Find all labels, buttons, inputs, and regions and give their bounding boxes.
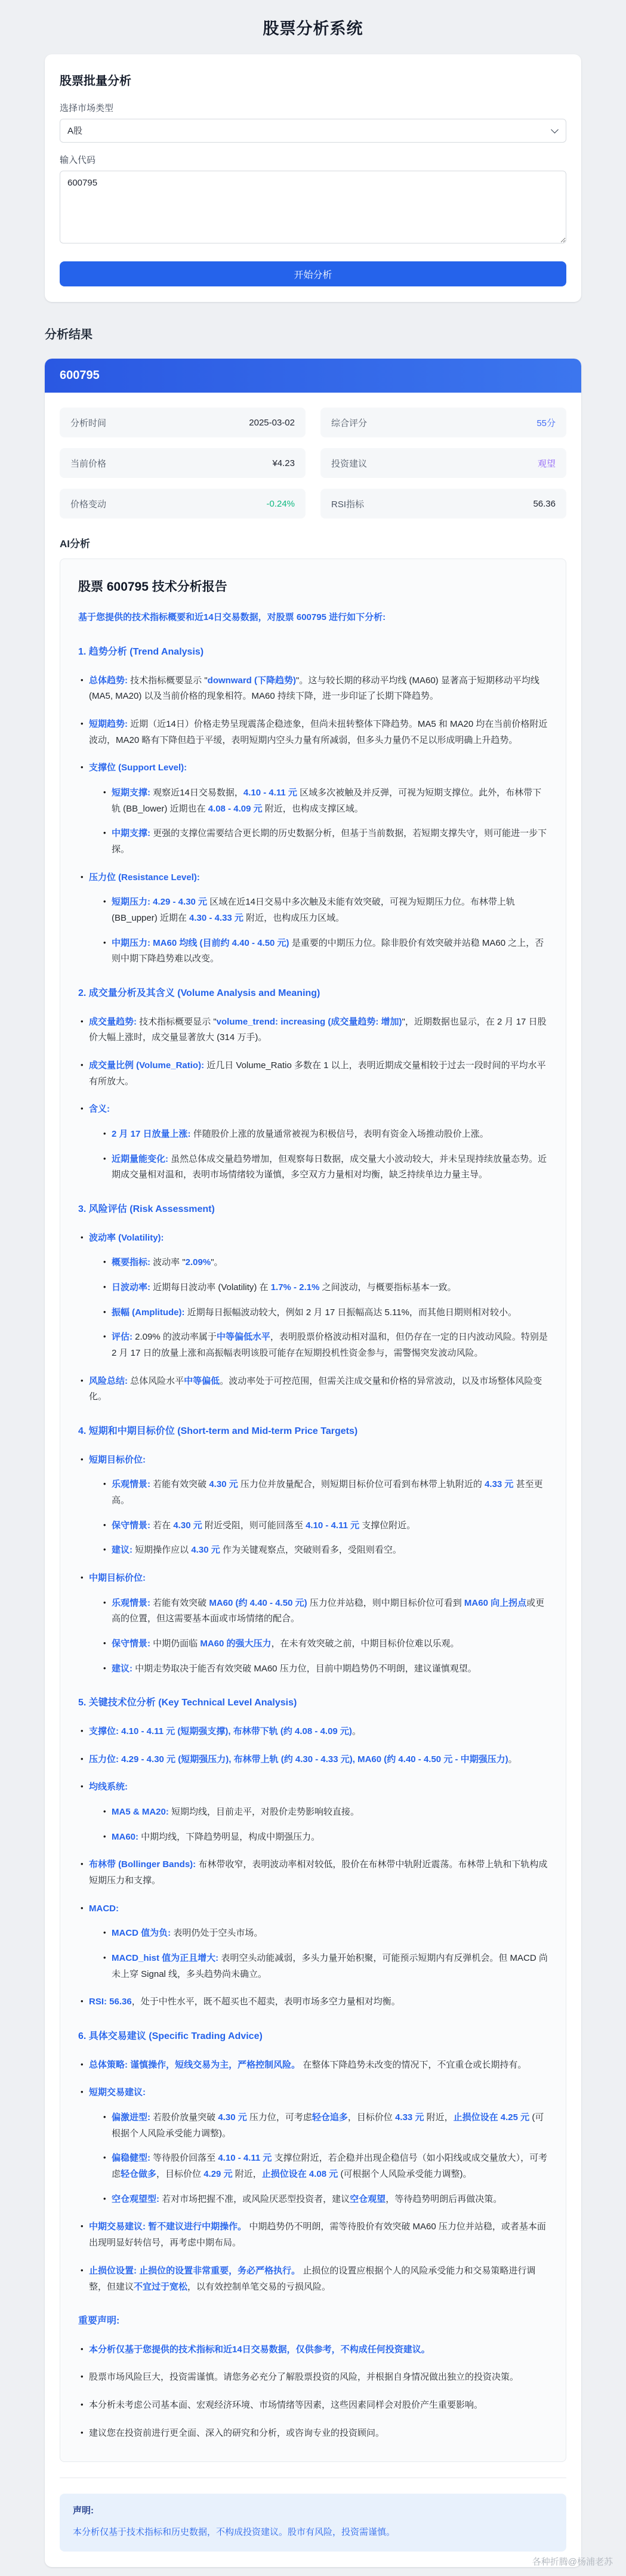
disclaimer-box xyxy=(60,2494,566,2552)
report-list-item: • 振幅 (Amplitude): 近期每日振幅波动较大，例如 2 月 17 日振幅高达 5.11%，而其他日期则相对较小。 xyxy=(102,1305,548,1321)
report-list-item: • 成交量比例 (Volume_Ratio): 近几日 Volume_Ratio 多数在 1 以上，表明近期成交量相较于过去一段时间的平均水平有所放大。 xyxy=(79,1058,548,1090)
disclaimer-label: 声明: xyxy=(73,2506,94,2516)
bullet-icon: • xyxy=(81,1060,84,1070)
report-list-item: • 中期交易建议: 暂不建议进行中期操作。 中期趋势仍不明朗，需等待股价有效突破 MA60 压力位并站稳，或者基本面出现明显好转信号，再考虑中期布局。 xyxy=(79,2219,548,2251)
bullet-icon: • xyxy=(81,2427,84,2437)
stat-value: -0.24% xyxy=(266,498,295,509)
report-list-item: • 支撑位: 4.10 - 4.11 元 (短期强支撑), 布林带下轨 (约 4.08 - 4.09 元)。 xyxy=(79,1724,548,1740)
report-list-item: • 成交量趋势: 技术指标概要显示 "volume_trend: increasing (成交量趋势: 增加)"，近期数据也显示，在 2 月 17 日股价大幅上涨时，成交量显著放大 (314 万手)。 xyxy=(79,1014,548,1046)
stat-label: 当前价格 xyxy=(70,458,107,469)
bullet-icon: • xyxy=(103,1953,106,1963)
stat-value: ¥4.23 xyxy=(272,458,295,468)
bullet-icon: • xyxy=(81,872,84,881)
bullet-icon: • xyxy=(81,1859,84,1869)
report-list-item: • 偏稳健型: 等待股价回落至 4.10 - 4.11 元 支撑位附近，若企稳并出现企稳信号（如小阳线或成交量放大），可考虑轻仓做多，目标价位 4.29 元 附近，止损位设在 4.08 元 (可根据个人风险承受能力调整)。 xyxy=(102,2151,548,2182)
bullet-icon: • xyxy=(81,1016,84,1026)
stat-value: 56.36 xyxy=(533,498,556,509)
report-list-item: • 总体趋势: 技术指标概要显示 "downward (下降趋势)"。这与较长期的移动平均线 (MA60) 显著高于短期移动平均线 (MA5, MA20) 以及当前价格的现象相符。MA60 持续下降，进一步印证了长期下降趋势。 xyxy=(79,673,548,705)
results-section-title: 分析结果 xyxy=(45,328,92,341)
stat-value: 55分 xyxy=(536,418,556,428)
bullet-icon: • xyxy=(81,1903,84,1912)
report-list-item: • 乐观情景: 若能有效突破 MA60 (约 4.40 - 4.50 元) 压力位并站稳，则中期目标价位可看到 MA60 向上拐点或更高的位置，但这需要基本面或市场情绪的配合。 xyxy=(102,1596,548,1627)
report-list-item: • 评估: 2.09% 的波动率属于中等偏低水平，表明股票价格波动相对温和，但仍存在一定的日内波动风险。特别是 2 月 17 日的放量上涨和高振幅表明该股可能存在短期投机性资金参与，需警惕突发波动风险。 xyxy=(102,1329,548,1361)
stat-box xyxy=(320,448,566,478)
report-list-item: • 近期量能变化: 虽然总体成交量趋势增加，但观察每日数据，成交量大小波动较大，并未呈现持续放量态势。近期成交量相对温和，表明市场情绪较为谨慎，多空双方力量相对均衡，缺乏持续单边力量主导。 xyxy=(102,1152,548,1183)
report-list-item: • 短期支撑: 观察近14日交易数据，4.10 - 4.11 元 区域多次被触及并反弹，可视为短期支撑位。此外，布林带下轨 (BB_lower) 近期也在 4.08 - 4.09 元 附近，也构成支撑区域。 xyxy=(102,785,548,817)
report-section-heading: 1. 趋势分析 (Trend Analysis) xyxy=(78,647,204,658)
bullet-icon: • xyxy=(103,2112,106,2122)
report-list-item: • 乐观情景: 若能有效突破 4.30 元 压力位并放量配合，则短期目标价位可看到布林带上轨附近的 4.33 元 甚至更高。 xyxy=(102,1477,548,1508)
report-list-item: • 保守情景: 若在 4.30 元 附近受阻，则可能回落至 4.10 - 4.11 元 支撑位附近。 xyxy=(102,1518,548,1534)
report-list-item: • 短期交易建议: xyxy=(79,2085,548,2101)
report-list-item: • 短期压力: 4.29 - 4.30 元 区域在近14日交易中多次触及未能有效突破，可视为短期压力位。布林带上轨 (BB_upper) 近期在 4.30 - 4.33 元 附近，也构成压力区域。 xyxy=(102,894,548,926)
report-list-item: • 风险总结: 总体风险水平中等偏低。波动率处于可控范围，但需关注成交量和价格的异常波动，以及市场整体风险变化。 xyxy=(79,1374,548,1405)
report-list-item: • 日波动率: 近期每日波动率 (Volatility) 在 1.7% - 2.1% 之间波动，与概要指标基本一致。 xyxy=(102,1280,548,1296)
report-list-item: • 空仓观望型: 若对市场把握不准，或风险厌恶型投资者，建议空仓观望，等待趋势明朗后再做决策。 xyxy=(102,2192,548,2208)
bullet-icon: • xyxy=(103,1129,106,1139)
stat-label: 综合评分 xyxy=(331,418,368,428)
bullet-icon: • xyxy=(103,1806,106,1816)
bullet-icon: • xyxy=(103,1928,106,1938)
report-list-item: • 总体策略: 谨慎操作，短线交易为主，严格控制风险。 在整体下降趋势未改变的情况下，不宜重仓或长期持有。 xyxy=(79,2057,548,2074)
ai-report-box xyxy=(60,559,566,2462)
bullet-icon: • xyxy=(103,1545,106,1554)
market-select-wrap xyxy=(60,119,566,143)
report-list-item: • 2 月 17 日放量上涨: 伴随股价上涨的放量通常被视为积极信号，表明有资金入场推动股价上涨。 xyxy=(102,1127,548,1143)
report-list-item: • 均线系统: xyxy=(79,1779,548,1796)
bullet-icon: • xyxy=(81,763,84,772)
bullet-icon: • xyxy=(81,2265,84,2275)
report-list-item: • 偏激进型: 若股价放量突破 4.30 元 压力位，可考虑轻仓追多，目标价位 4.33 元 附近，止损位设在 4.25 元 (可根据个人风险承受能力调整)。 xyxy=(102,2110,548,2142)
report-list-item: • 概要指标: 波动率 "2.09%"。 xyxy=(102,1255,548,1271)
stat-label: 投资建议 xyxy=(331,458,368,469)
report-list-item: • 中期支撑: 更强的支撑位需要结合更长期的历史数据分析，但基于当前数据，若短期支撑失守，则可能进一步下探。 xyxy=(102,826,548,857)
report-list-item: • 中期目标价位: xyxy=(79,1571,548,1587)
market-select[interactable] xyxy=(60,119,566,143)
bullet-icon: • xyxy=(103,787,106,797)
stat-value: 2025-03-02 xyxy=(249,417,295,428)
page-title: 股票分析系统 xyxy=(263,20,363,38)
bullet-icon: • xyxy=(81,1104,84,1113)
report-lead: 基于您提供的技术指标概要和近14日交易数据，对股票 600795 进行如下分析: xyxy=(78,612,386,623)
report-title: 股票 600795 技术分析报告 xyxy=(78,580,227,594)
main-container xyxy=(45,54,581,2567)
bullet-icon: • xyxy=(81,718,84,728)
report-list-item: • 建议: 中期走势取决于能否有效突破 MA60 压力位，目前中期趋势仍不明朗，建议谨慎观望。 xyxy=(102,1661,548,1677)
report-list-item: • 短期目标价位: xyxy=(79,1452,548,1469)
report-list-item: • MACD 值为负: 表明仍处于空头市场。 xyxy=(102,1926,548,1942)
batch-analysis-card xyxy=(45,54,581,302)
bullet-icon: • xyxy=(81,1726,84,1735)
report-list-item: • 压力位: 4.29 - 4.30 元 (短期强压力), 布林带上轨 (约 4.30 - 4.33 元), MA60 (约 4.40 - 4.50 元 - 中期强压力)。 xyxy=(79,1752,548,1768)
stat-label: 分析时间 xyxy=(70,418,107,428)
report-section-heading: 4. 短期和中期目标价位 (Short-term and Mid-term Price Targets) xyxy=(78,1426,358,1437)
report-list-item: • 布林带 (Bollinger Bands): 布林带收窄，表明波动率相对较低，股价在布林带中轨附近震荡。布林带上轨和下轨构成短期压力和支撑。 xyxy=(79,1857,548,1889)
market-type-label: 选择市场类型 xyxy=(60,103,114,113)
bullet-icon: • xyxy=(103,1153,106,1163)
bullet-icon: • xyxy=(81,1997,84,2006)
batch-analysis-heading: 股票批量分析 xyxy=(60,75,131,88)
bullet-icon: • xyxy=(81,1232,84,1242)
report-list-item: • 止损位设置: 止损位的设置非常重要，务必严格执行。 止损位的设置应根据个人的风险承受能力和交易策略进行调整，但建议不宜过于宽松，以有效控制单笔交易的亏损风险。 xyxy=(79,2263,548,2295)
stat-box xyxy=(60,448,306,478)
report-list-item: • 建议您在投资前进行更全面、深入的研究和分析，或咨询专业的投资顾问。 xyxy=(79,2426,548,2442)
report-list-item: • MA5 & MA20: 短期均线，目前走平，对股价走势影响较直接。 xyxy=(102,1804,548,1821)
stat-box xyxy=(320,489,566,519)
report-section-heading: 3. 风险评估 (Risk Assessment) xyxy=(78,1204,215,1215)
bullet-icon: • xyxy=(103,1520,106,1529)
bullet-icon: • xyxy=(103,1663,106,1673)
bullet-icon: • xyxy=(103,1479,106,1489)
bullet-icon: • xyxy=(103,1332,106,1341)
bullet-icon: • xyxy=(81,2400,84,2410)
bullet-icon: • xyxy=(81,1454,84,1464)
stats-grid xyxy=(45,393,581,519)
bullet-icon: • xyxy=(103,1831,106,1841)
report-list-item: • 本分析仅基于您提供的技术指标和近14日交易数据，仅供参考，不构成任何投资建议。 xyxy=(79,2342,548,2358)
bullet-icon: • xyxy=(81,675,84,684)
bullet-icon: • xyxy=(103,1282,106,1291)
bullet-icon: • xyxy=(103,1307,106,1316)
report-section-heading: 重要声明: xyxy=(78,2316,120,2327)
report-list-item: • 保守情景: 中期仍面临 MA60 的强大压力，在未有效突破之前，中期目标价位难以乐观。 xyxy=(102,1636,548,1652)
bullet-icon: • xyxy=(81,1375,84,1385)
bullet-icon: • xyxy=(81,2222,84,2231)
result-card xyxy=(45,359,581,2567)
bullet-icon: • xyxy=(103,828,106,838)
report-list-item: • 短期趋势: 近期（近14日）价格走势呈现震荡企稳迹象，但尚未扭转整体下降趋势。MA5 和 MA20 均在当前价格附近波动，MA20 略有下降但趋于平缓，表明短期内空头力量有所减弱，但多头力量仍不足以形成明确上升趋势。 xyxy=(79,717,548,748)
report-list-item: • 本分析未考虑公司基本面、宏观经济环境、市场情绪等因素，这些因素同样会对股价产生重要影响。 xyxy=(79,2398,548,2414)
bullet-icon: • xyxy=(81,1754,84,1763)
bullet-icon: • xyxy=(81,2087,84,2097)
bullet-icon: • xyxy=(81,2372,84,2381)
bullet-icon: • xyxy=(103,937,106,947)
bullet-icon: • xyxy=(103,1639,106,1648)
report-list-item: • 支撑位 (Support Level): xyxy=(79,760,548,776)
bullet-icon: • xyxy=(81,1782,84,1791)
stat-value: 观望 xyxy=(537,458,556,469)
report-list-item: • RSI: 56.36，处于中性水平，既不超买也不超卖，表明市场多空力量相对均衡。 xyxy=(79,1994,548,2010)
report-list-item: • 波动率 (Volatility): xyxy=(79,1230,548,1247)
stat-box xyxy=(60,489,306,519)
report-section-heading: 5. 关键技术位分析 (Key Technical Level Analysis) xyxy=(78,1698,297,1708)
stock-code-header: 600795 xyxy=(45,359,581,393)
report-body xyxy=(78,610,548,2441)
code-input[interactable] xyxy=(60,171,566,243)
stat-label: RSI指标 xyxy=(331,499,365,510)
bullet-icon: • xyxy=(103,897,106,906)
watermark: 各种折腾@杨浦老苏 xyxy=(532,2557,613,2568)
bullet-icon: • xyxy=(103,2194,106,2203)
report-list-item: • 建议: 短期操作应以 4.30 元 作为关键观察点，突破则看多，受阻则看空。 xyxy=(102,1542,548,1559)
report-section-heading: 2. 成交量分析及其含义 (Volume Analysis and Meaning) xyxy=(78,988,320,999)
stat-box xyxy=(320,408,566,437)
bullet-icon: • xyxy=(81,1573,84,1582)
stat-label: 价格变动 xyxy=(70,499,107,510)
report-list-item: • MA60: 中期均线，下降趋势明显，构成中期强压力。 xyxy=(102,1830,548,1846)
report-section-heading: 6. 具体交易建议 (Specific Trading Advice) xyxy=(78,2031,263,2042)
bullet-icon: • xyxy=(81,2344,84,2353)
report-list-item: • 压力位 (Resistance Level): xyxy=(79,870,548,886)
report-list-item: • 中期压力: MA60 均线 (目前约 4.40 - 4.50 元) 是重要的中期压力位。除非股价有效突破并站稳 MA60 之上，否则中期下降趋势难以改变。 xyxy=(102,936,548,967)
disclaimer-text: 本分析仅基于技术指标和历史数据，不构成投资建议。股市有风险，投资需谨慎。 xyxy=(73,2526,396,2537)
ai-analysis-heading: AI分析 xyxy=(60,538,90,550)
bullet-icon: • xyxy=(103,1597,106,1607)
report-list-item: • 含义: xyxy=(79,1102,548,1118)
stat-box xyxy=(60,408,306,437)
report-list-item: • MACD_hist 值为正且增大: 表明空头动能减弱，多头力量开始积聚，可能预示短期内有反弹机会。但 MACD 尚未上穿 Signal 线，多头趋势尚未确立。 xyxy=(102,1951,548,1982)
report-list-item: • 股票市场风险巨大，投资需谨慎。请您务必充分了解股票投资的风险，并根据自身情况做出独立的投资决策。 xyxy=(79,2370,548,2386)
bullet-icon: • xyxy=(103,2153,106,2162)
bullet-icon: • xyxy=(81,2059,84,2069)
start-analysis-button[interactable]: 开始分析 xyxy=(60,261,566,286)
bullet-icon: • xyxy=(103,1257,106,1267)
report-list-item: • MACD: xyxy=(79,1901,548,1917)
code-input-label: 输入代码 xyxy=(60,155,96,165)
